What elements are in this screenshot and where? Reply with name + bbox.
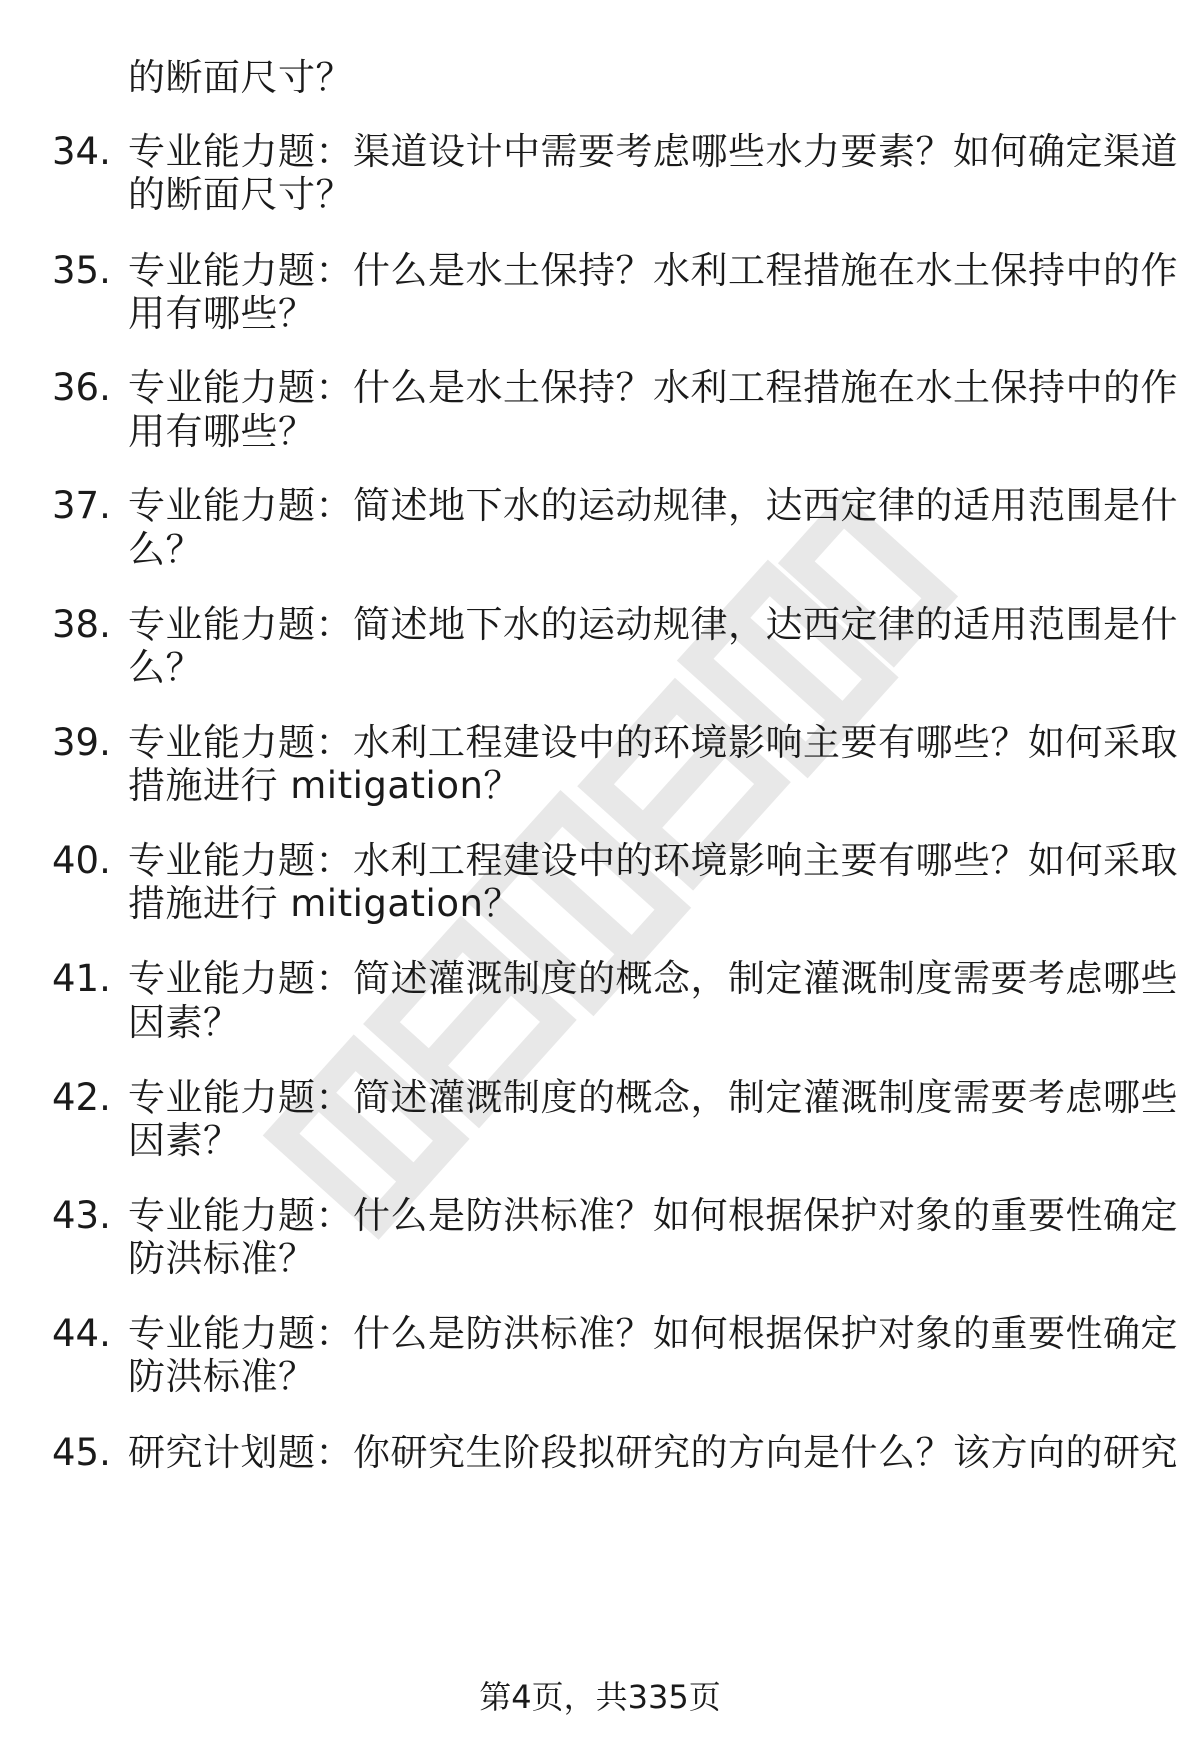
question-number: 38. [52, 603, 111, 646]
question-number: 40. [52, 839, 111, 882]
question-text-line: 防洪标准？ [128, 1355, 316, 1398]
question-text-line: 用有哪些？ [128, 292, 316, 335]
question-number: 41. [52, 957, 111, 1000]
question-text-line: 措施进行 mitigation？ [128, 882, 521, 925]
question-text-line: 用有哪些？ [128, 410, 316, 453]
question-text-line: 专业能力题：渠道设计中需要考虑哪些水力要素？如何确定渠道 [128, 130, 1178, 173]
question-number: 35. [52, 249, 111, 292]
question-number: 42. [52, 1076, 111, 1119]
question-number: 39. [52, 721, 111, 764]
question-text-line: 专业能力题：什么是防洪标准？如何根据保护对象的重要性确定 [128, 1194, 1178, 1237]
question-text-line: 专业能力题：什么是防洪标准？如何根据保护对象的重要性确定 [128, 1312, 1178, 1355]
question-text-line: 么？ [128, 528, 203, 571]
question-text-line: 么？ [128, 646, 203, 689]
question-text-line: 专业能力题：简述地下水的运动规律，达西定律的适用范围是什 [128, 603, 1178, 646]
page-footer: 第4页，共335页 [479, 1678, 721, 1716]
question-number: 36. [52, 366, 111, 409]
question-number: 43. [52, 1194, 111, 1237]
continuation-text: 的断面尺寸？ [128, 56, 353, 99]
question-text-line: 措施进行 mitigation？ [128, 764, 521, 807]
question-number: 44. [52, 1312, 111, 1355]
question-text-line: 专业能力题：简述地下水的运动规律，达西定律的适用范围是什 [128, 484, 1178, 527]
question-text-line: 专业能力题：什么是水土保持？水利工程措施在水土保持中的作 [128, 249, 1178, 292]
question-number: 45. [52, 1431, 111, 1474]
question-text-line: 因素？ [128, 1119, 241, 1162]
question-text-line: 专业能力题：什么是水土保持？水利工程措施在水土保持中的作 [128, 366, 1178, 409]
question-text-line: 防洪标准？ [128, 1237, 316, 1280]
question-text-line: 专业能力题：简述灌溉制度的概念，制定灌溉制度需要考虑哪些 [128, 1076, 1178, 1119]
question-text-line: 因素？ [128, 1001, 241, 1044]
question-text-line: 专业能力题：简述灌溉制度的概念，制定灌溉制度需要考虑哪些 [128, 957, 1178, 1000]
question-text-line: 的断面尺寸？ [128, 173, 353, 216]
question-text-line: 专业能力题：水利工程建设中的环境影响主要有哪些？如何采取 [128, 839, 1178, 882]
question-number: 37. [52, 484, 111, 527]
question-text-line: 研究计划题：你研究生阶段拟研究的方向是什么？该方向的研究 [128, 1431, 1178, 1474]
question-text-line: 专业能力题：水利工程建设中的环境影响主要有哪些？如何采取 [128, 721, 1178, 764]
question-number: 34. [52, 130, 111, 173]
